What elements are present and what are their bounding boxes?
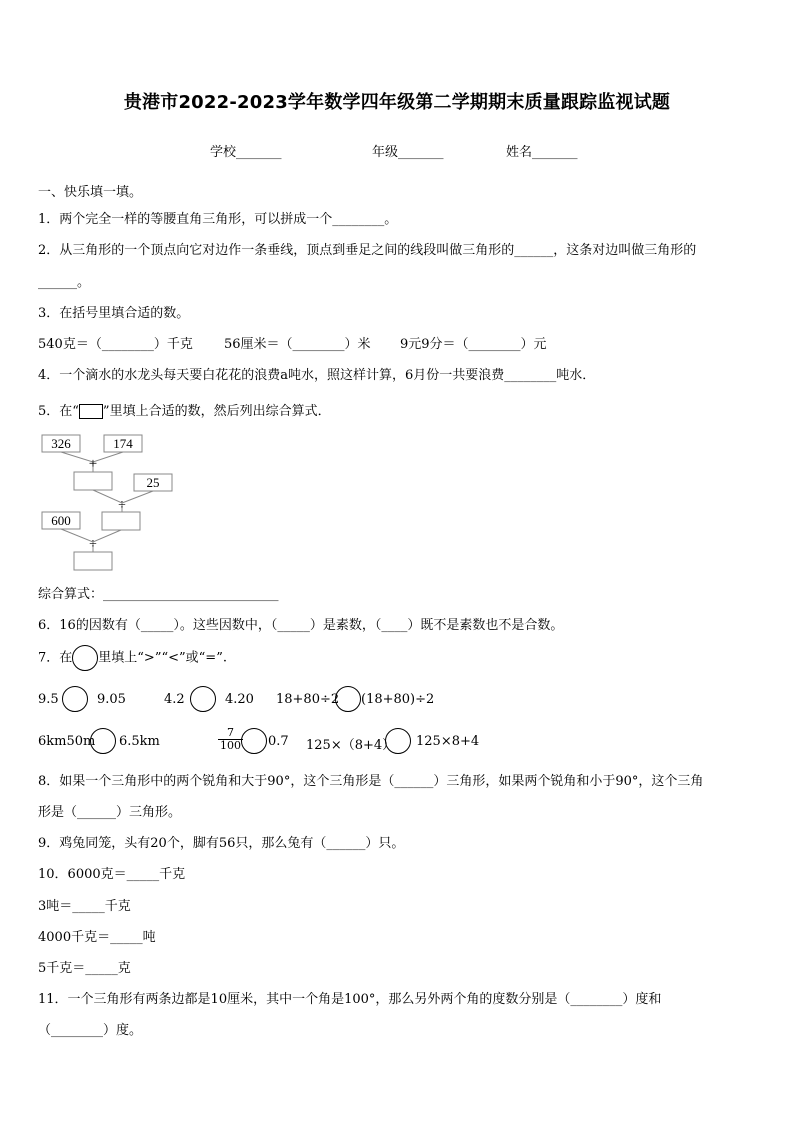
question-8-line2: 形是（______）三角形。 xyxy=(38,805,182,820)
question-3: 3．在括号里填合适的数。 xyxy=(38,306,190,321)
question-6: 6．16的因数有（_____）。这些因数中，（_____）是素数，（____）既不是素数也不是合数。 xyxy=(38,618,564,633)
compare-3-right: (18+80)÷2 xyxy=(361,692,435,707)
compare-4-left: 6km50m xyxy=(38,734,96,749)
page-title: 贵港市2022-2023学年数学四年级第二学期期末质量跟踪监视试题 xyxy=(123,92,671,113)
square-box-icon xyxy=(79,404,103,419)
compare-1-circle xyxy=(62,686,88,712)
question-10-c: 4000千克＝_____吨 xyxy=(38,930,156,945)
question-2-line1: 2．从三角形的一个顶点向它对边作一条垂线，顶点到垂足之间的线段叫做三角形的______，这条对边叫做三角形的 xyxy=(38,243,697,258)
circle-icon xyxy=(72,645,98,671)
compare-2-left: 4.2 xyxy=(164,692,185,707)
formula-label: 综合算式： xyxy=(38,587,104,602)
compare-6-left: 125×（8+4） xyxy=(306,738,396,753)
question-7 xyxy=(38,645,227,671)
formula-blank: ___________________________ xyxy=(103,587,279,602)
question-7-prefix: 7．在 xyxy=(38,650,73,666)
fraction-denominator: 100 xyxy=(220,739,241,752)
compare-2-circle xyxy=(190,686,216,712)
compare-1-right: 9.05 xyxy=(97,692,126,707)
question-4: 4．一个滴水的水龙头每天要白花花的浪费a吨水，照这样计算，6月份一共要浪费________吨水． xyxy=(38,368,596,383)
compare-4-right: 6.5km xyxy=(119,734,160,749)
compare-6-right: 125×8+4 xyxy=(416,734,480,749)
compare-2-right: 4.20 xyxy=(225,692,254,707)
operation-diagram xyxy=(38,432,188,574)
diagram-divide-sign-2: ÷ xyxy=(89,537,97,552)
diagram-number-174: 174 xyxy=(113,436,133,451)
compare-4-circle xyxy=(90,728,116,754)
question-3-c: 9元9分＝（________）元 xyxy=(400,337,547,352)
question-10-a: 10．6000克＝_____千克 xyxy=(38,867,186,882)
compare-5-right: 0.7 xyxy=(268,734,289,749)
question-10-b: 3吨＝_____千克 xyxy=(38,899,131,914)
question-8-line1: 8．如果一个三角形中的两个锐角和大于90°，这个三角形是（______）三角形，如果两个锐角和小于90°，这个三角 xyxy=(38,774,704,789)
diagram-plus-sign: + xyxy=(88,456,98,472)
question-10-d: 5千克＝_____克 xyxy=(38,961,131,976)
question-5-suffix: ”里填上合适的数，然后列出综合算式． xyxy=(102,404,331,419)
question-3-a: 540克＝（________）千克 xyxy=(38,337,193,352)
question-2-line2: ______。 xyxy=(38,275,91,290)
diagram-number-600: 600 xyxy=(51,513,71,528)
diagram-number-25: 25 xyxy=(146,475,160,490)
school-field: 学校_______ xyxy=(210,145,282,160)
compare-1-left: 9.5 xyxy=(38,692,59,707)
diagram-divide-sign-1: ÷ xyxy=(118,498,126,513)
question-5-prefix: 5．在“ xyxy=(38,404,79,419)
question-11-line2: （________）度。 xyxy=(38,1023,143,1038)
compare-3-circle xyxy=(335,686,361,712)
fraction-numerator: 7 xyxy=(218,727,243,740)
question-5 xyxy=(38,400,331,419)
question-1: 1．两个完全一样的等腰直角三角形，可以拼成一个________。 xyxy=(38,212,398,227)
compare-5-circle xyxy=(241,728,267,754)
question-9: 9．鸡兔同笼，头有20个，脚有56只，那么兔有（______）只。 xyxy=(38,836,405,851)
question-3-b: 56厘米＝（________）米 xyxy=(224,337,371,352)
diagram-number-326: 326 xyxy=(51,436,71,451)
compare-3-left: 18+80÷2 xyxy=(276,692,340,707)
question-7-suffix: 里填上“>”“<”或“=”. xyxy=(98,650,227,666)
name-field: 姓名_______ xyxy=(506,145,578,160)
compare-5-left-fraction xyxy=(218,727,243,752)
section-heading: 一、快乐填一填。 xyxy=(38,185,143,200)
question-11-line1: 11．一个三角形有两条边都是10厘米，其中一个角是100°，那么另外两个角的度数分别是（________）度和 xyxy=(38,992,662,1007)
formula-row xyxy=(38,583,279,602)
grade-field: 年级_______ xyxy=(372,145,444,160)
compare-6-circle xyxy=(385,728,411,754)
